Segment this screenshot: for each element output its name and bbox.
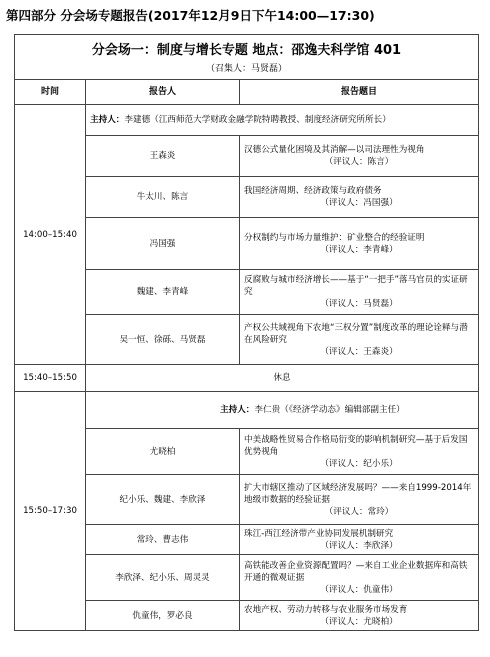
chair-row (15, 105, 479, 136)
speaker-cell: 纪小乐、魏建、李欣泽 (86, 475, 240, 525)
speaker-cell: 仇童伟，罗必良 (86, 601, 240, 631)
break-row (15, 365, 479, 392)
topic-cell (240, 601, 479, 631)
commentator: （评议人：常玲） (324, 506, 394, 517)
topic-title: 扩大市辖区推动了区域经济发展吗？——来自1999-2014年地级市数据的经验证据 (244, 482, 472, 505)
topic-title: 高铁能改善企业资源配置吗？—来自工业企业数据库和高铁开通的微观证据 (244, 560, 468, 583)
topic-cell (240, 177, 479, 218)
topic-title: 反腐败与城市经济增长——基于“一把手”落马官员的实证研究 (244, 275, 468, 297)
speaker-cell: 吴一恒、徐砾、马贤磊 (86, 315, 240, 365)
topic-cell (240, 555, 479, 601)
commentator: （评议人：仇童伟） (320, 584, 398, 595)
chair-row (15, 392, 479, 429)
commentator: （评议人：李欣泽） (320, 540, 398, 551)
topic-title: 产权公共域视角下农地“三权分置”制度改革的理论诠释与潜在风险研究 (244, 322, 468, 345)
commentator: （评议人：王森炎） (320, 346, 398, 357)
session-header (15, 35, 479, 80)
column-header-row (15, 80, 479, 105)
schedule-table (14, 34, 479, 631)
speaker-cell: 魏建、李青峰 (86, 270, 240, 315)
speaker-cell: 李欣泽、纪小乐、周灵灵 (86, 555, 240, 601)
commentator: （评议人：陈言） (324, 157, 394, 167)
break-cell: 休息 (86, 365, 479, 392)
commentator: （评议人：李青峰） (320, 244, 398, 255)
page-title: 第四部分 分会场专题报告(2017年12月9日下午14:00—17:30) (6, 8, 375, 23)
topic-title: 我国经济周期、经济政策与政府债务 (244, 186, 382, 196)
time-slot: 15:40–15:50 (15, 365, 86, 392)
column-header-time: 时间 (15, 80, 86, 105)
topic-title: 珠江-西江经济带产业协同发展机制研究 (244, 528, 394, 539)
column-header-topic: 报告题目 (240, 80, 479, 105)
speaker-cell: 牛太川、陈言 (86, 177, 240, 218)
speaker-cell: 冯国强 (86, 218, 240, 270)
session-header-row (15, 35, 479, 80)
topic-title: 汉德公式量化困境及其消解—以司法理性为视角 (244, 145, 425, 155)
commentator: （评议人：尤晓柏） (320, 616, 398, 627)
topic-cell (240, 525, 479, 555)
chair-cell (86, 105, 479, 136)
topic-title: 中美战略性贸易合作格局衍变的影响机制研究—基于后发国优势视角 (244, 434, 468, 457)
topic-cell (240, 218, 479, 270)
speaker-cell: 王森炎 (86, 136, 240, 177)
session-convener: （召集人：马贤磊） (206, 64, 288, 74)
commentator: （评议人：马贤磊） (320, 299, 398, 309)
column-header-speaker: 报告人 (86, 80, 240, 105)
topic-cell (240, 475, 479, 525)
topic-cell (240, 429, 479, 475)
chair-label: 主持人： (220, 405, 255, 415)
topic-cell (240, 136, 479, 177)
time-slot: 14:00–15:40 (15, 105, 86, 365)
topic-cell (240, 315, 479, 365)
chair-name: 李建德（江西师范大学财政金融学院特聘教授、制度经济研究所所长） (124, 115, 391, 125)
session-title: 分会场一：制度与增长专题 地点：邵逸夫科学馆 401 (91, 43, 402, 58)
time-slot: 15:50–17:30 (15, 392, 86, 631)
chair-name: 李仁贵（《经济学动态》编辑部副主任） (254, 405, 405, 415)
speaker-cell: 常玲、曹志伟 (86, 525, 240, 555)
topic-title: 分权制约与市场力量维护：矿业整合的经验证明 (244, 232, 425, 243)
chair-cell (86, 392, 479, 429)
topic-cell (240, 270, 479, 315)
topic-title: 农地产权、劳动力转移与农业服务市场发育 (244, 604, 408, 615)
commentator: （评议人：冯国强） (320, 198, 398, 208)
commentator: （评议人：纪小乐） (320, 458, 398, 469)
speaker-cell: 尤晓柏 (86, 429, 240, 475)
chair-label: 主持人： (90, 115, 125, 125)
